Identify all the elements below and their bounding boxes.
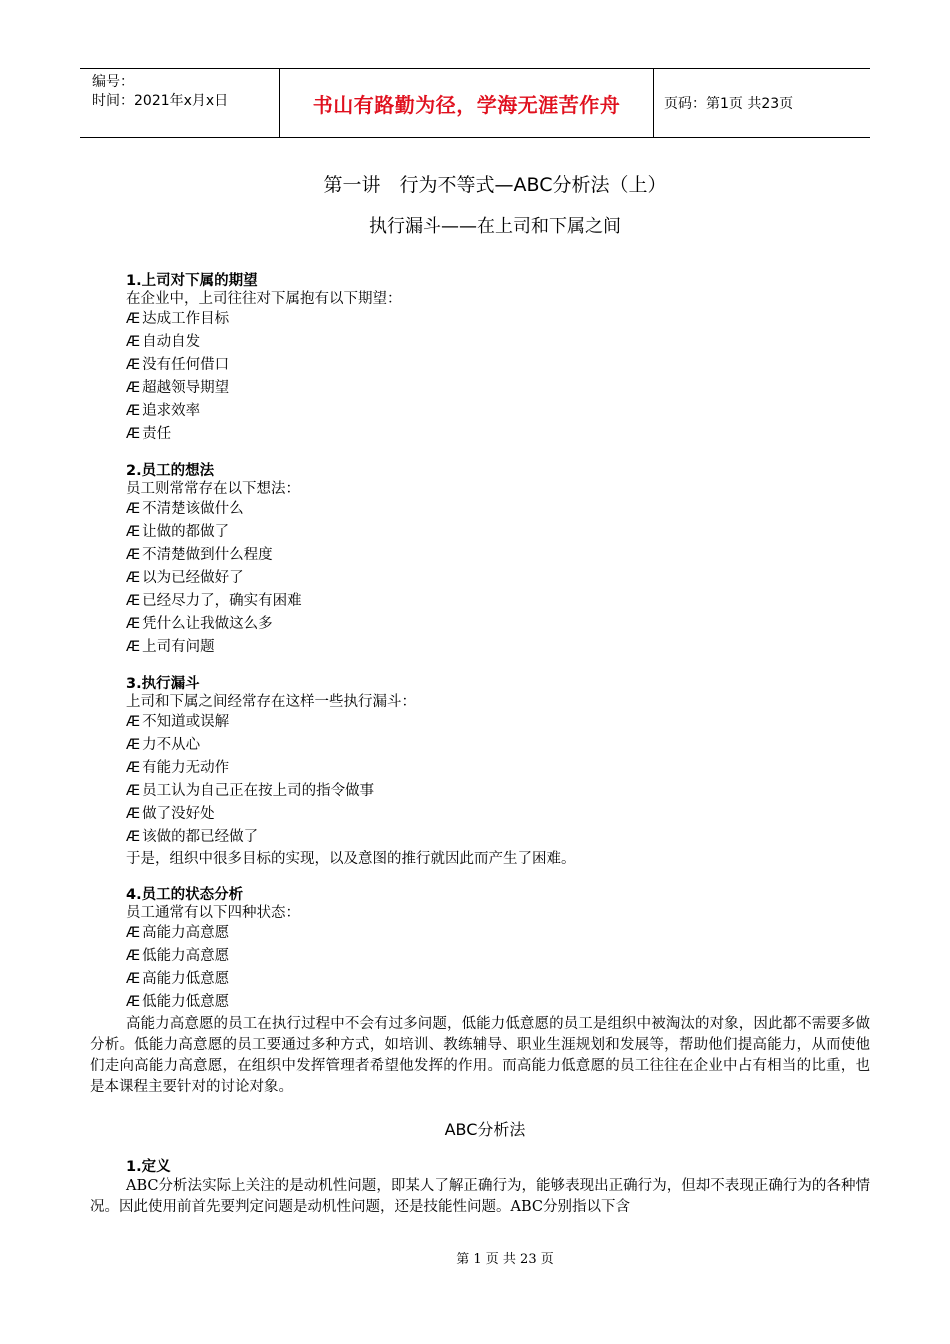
list-item: Æ 不知道或误解 [126,714,230,730]
bullet-marker: Æ [126,783,141,799]
bullet-marker: Æ [126,334,141,350]
page-footer: 第 1 页 共 23 页 [456,1252,554,1267]
section-heading: 1.上司对下属的期望 [126,273,258,289]
section-heading: 4.员工的状态分析 [126,887,244,903]
list-item: Æ 高能力高意愿 [126,925,230,941]
bullet-marker: Æ [126,380,141,396]
bullet-marker: Æ [126,403,141,419]
number-label: 编号： [92,74,134,90]
motto: 书山有路勤为径，学海无涯苦作舟 [280,69,654,137]
section-intro: 上司和下属之间经常存在这样一些执行漏斗： [126,694,416,710]
list-item: Æ 超越领导期望 [126,380,230,396]
bullet-marker: Æ [126,948,141,964]
list-item: Æ 做了没好处 [126,806,215,822]
list-item: Æ 没有任何借口 [126,357,230,373]
date-label: 时间：2021年x月x日 [92,93,229,109]
body-paragraph: ABC分析法实际上关注的是动机性问题，即某人了解正确行为，能够表现出正确行为，但却不表现正确行为的各种情况。因此使用前首先要判定问题是动机性问题，还是技能性问题。ABC分别指以下含 [90,1178,870,1215]
section-intro: 员工通常有以下四种状态： [126,905,300,921]
list-item: Æ 高能力低意愿 [126,971,230,987]
header-left-cell [80,69,280,137]
section-heading: 2.员工的想法 [126,463,215,479]
bullet-marker: Æ [126,311,141,327]
list-item: Æ 达成工作目标 [126,311,230,327]
list-item: Æ 不清楚做到什么程度 [126,547,273,563]
bullet-marker: Æ [126,829,141,845]
section-note: 于是，组织中很多目标的实现，以及意图的推行就因此而产生了困难。 [126,851,576,867]
bullet-marker: Æ [126,616,141,632]
list-item: Æ 力不从心 [126,737,201,753]
bullet-marker: Æ [126,639,141,655]
bullet-marker: Æ [126,925,141,941]
lecture-subtitle: 执行漏斗——在上司和下属之间 [369,216,621,237]
bullet-marker: Æ [126,524,141,540]
bullet-marker: Æ [126,994,141,1010]
bullet-marker: Æ [126,570,141,586]
list-item: Æ 该做的都已经做了 [126,829,259,845]
body-paragraph: 高能力高意愿的员工在执行过程中不会有过多问题，低能力低意愿的员工是组织中被淘汰的对象，因此都不需要多做分析。低能力高意愿的员工要通过多种方式，如培训、教练辅导、职业生涯规划和发展等，帮助他们提高能力，从而使他们走向高能力高意愿，在组织中发挥管理者希望他发挥的作用。而高能力低意愿的员工往往在企业中占有相当的比重，也是本课程主要针对的讨论对象。 [90,1016,870,1095]
section-heading: 1.定义 [126,1159,171,1175]
list-item: Æ 让做的都做了 [126,524,230,540]
list-item: Æ 责任 [126,426,172,442]
bullet-marker: Æ [126,714,141,730]
list-item: Æ 已经尽力了，确实有困难 [126,593,302,609]
bullet-marker: Æ [126,593,141,609]
header-table [80,68,870,138]
list-item: Æ 以为已经做好了 [126,570,244,586]
bullet-marker: Æ [126,971,141,987]
list-item: Æ 低能力低意愿 [126,994,230,1010]
list-item: Æ 低能力高意愿 [126,948,230,964]
main-content [90,272,870,1218]
bullet-marker: Æ [126,806,141,822]
section-intro: 在企业中，上司往往对下属抱有以下期望： [126,291,402,307]
section-heading: 3.执行漏斗 [126,676,200,692]
section-intro: 员工则常常存在以下想法： [126,481,300,497]
lecture-title: 第一讲 行为不等式—ABC分析法（上） [323,174,667,196]
list-item: Æ 上司有问题 [126,639,215,655]
page-info: 页码：第1页 共23页 [664,96,794,112]
bullet-marker: Æ [126,547,141,563]
list-item: Æ 追求效率 [126,403,201,419]
list-item: Æ 有能力无动作 [126,760,230,776]
bullet-marker: Æ [126,501,141,517]
bullet-marker: Æ [126,737,141,753]
list-item: Æ 员工认为自己正在按上司的指令做事 [126,783,375,799]
list-item: Æ 自动自发 [126,334,201,350]
bullet-marker: Æ [126,426,141,442]
list-item: Æ 凭什么让我做这么多 [126,616,273,632]
bullet-marker: Æ [126,760,141,776]
abc-title: ABC分析法 [444,1120,526,1139]
bullet-marker: Æ [126,357,141,373]
list-item: Æ 不清楚该做什么 [126,501,244,517]
